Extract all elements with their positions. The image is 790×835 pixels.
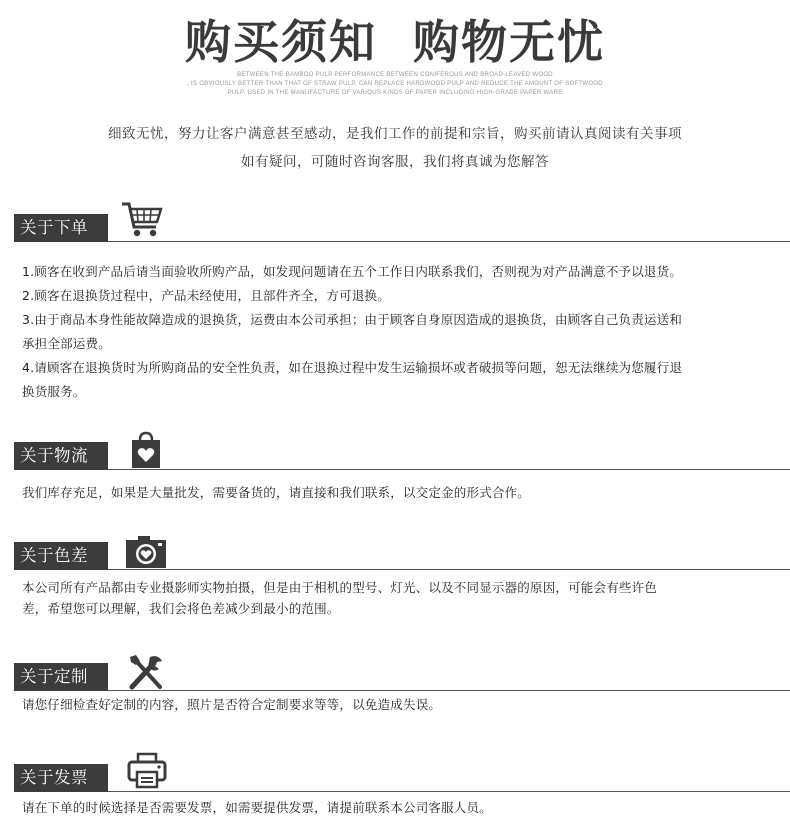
- section-label-order: 关于下单: [14, 214, 108, 242]
- section-rule: [108, 241, 790, 242]
- order-line-2: 2.顾客在退换货过程中，产品未经使用，且部件齐全，方可退换。: [22, 288, 390, 303]
- section-label-logistics: 关于物流: [14, 442, 108, 470]
- section-header-custom: [14, 657, 790, 691]
- logistics-line-1: 我们库存充足，如果是大量批发，需要备货的，请直接和我们联系，以交定金的形式合作。: [22, 485, 531, 500]
- shopping-cart-icon: [120, 200, 164, 240]
- order-line-4: 承担全部运费。: [22, 336, 111, 351]
- invoice-line-1: 请在下单的时候选择是否需要发票，如需要提供发票，请提前联系本公司客服人员。: [22, 800, 492, 815]
- tools-icon: [124, 653, 168, 691]
- section-header-order: [14, 208, 790, 242]
- fine-print-line-3: PULP, USED IN THE MANUFACTURE OF VARIOUS KINDS OF PAPER INCLUDING HIGH-GRADE PAPER WARE: [227, 90, 563, 96]
- custom-line-1: 请您仔细检查好定制的内容，照片是否符合定制要求等等，以免造成失误。: [22, 697, 442, 712]
- order-line-5: 4.请顾客在退换货时为所购商品的安全性负责，如在退换过程中发生运输损坏或者破损等问题，恕无法继续为您履行退: [22, 360, 683, 375]
- section-label-invoice: 关于发票: [14, 764, 108, 792]
- fine-print-line-1: BETWEEN THE BAMBOO PULP PERFORMANCE BETWEEN CONIFEROUS AND BROAD-LEAVED WOOD: [237, 72, 553, 78]
- camera-heart-icon: [124, 534, 168, 570]
- intro-line-2: 如有疑问，可随时咨询客服，我们将真诚为您解答: [241, 154, 549, 170]
- color-line-1: 本公司所有产品都由专业摄影师实物拍摄，但是由于相机的型号、灯光、以及不同显示器的原因，可能会有些许色: [22, 580, 658, 595]
- section-rule: [108, 469, 790, 470]
- shopping-bag-heart-icon: [124, 430, 168, 470]
- section-body-order: [22, 260, 762, 404]
- section-rule: [108, 569, 790, 570]
- section-header-color: [14, 536, 790, 570]
- order-line-1: 1.顾客在收到产品后请当面验收所购产品，如发现问题请在五个工作日内联系我们，否则视为对产品满意不予以退货。: [22, 264, 683, 279]
- section-body-color: [22, 577, 762, 619]
- page-title: 购买须知 购物无忧: [184, 15, 606, 69]
- section-header-logistics: [14, 436, 790, 470]
- printer-icon: [126, 752, 168, 790]
- section-header-invoice: [14, 758, 790, 792]
- color-line-2: 差，希望您可以理解，我们会将色差减少到最小的范围。: [22, 601, 340, 616]
- section-rule: [108, 690, 790, 691]
- intro-line-1: 细致无忧，努力让客户满意甚至感动，是我们工作的前提和宗旨，购买前请认真阅读有关事项: [108, 126, 682, 142]
- section-label-custom: 关于定制: [14, 663, 108, 691]
- order-line-6: 换货服务。: [22, 384, 86, 399]
- fine-print-line-2: , IS OBVIOUSLY BETTER THAN THAT OF STRAW PULP, CAN REPLACE HARDWOOD PULP AND REDUCE THE AMOUNT OF SOFTWOOD: [187, 81, 603, 87]
- section-label-color: 关于色差: [14, 542, 108, 570]
- order-line-3: 3.由于商品本身性能故障造成的退换货，运费由本公司承担；由于顾客自身原因造成的退换货，由顾客自己负责运送和: [22, 312, 683, 327]
- section-body-logistics: [22, 481, 762, 505]
- section-body-invoice: [22, 796, 762, 820]
- section-rule: [108, 791, 790, 792]
- section-body-custom: [22, 693, 762, 717]
